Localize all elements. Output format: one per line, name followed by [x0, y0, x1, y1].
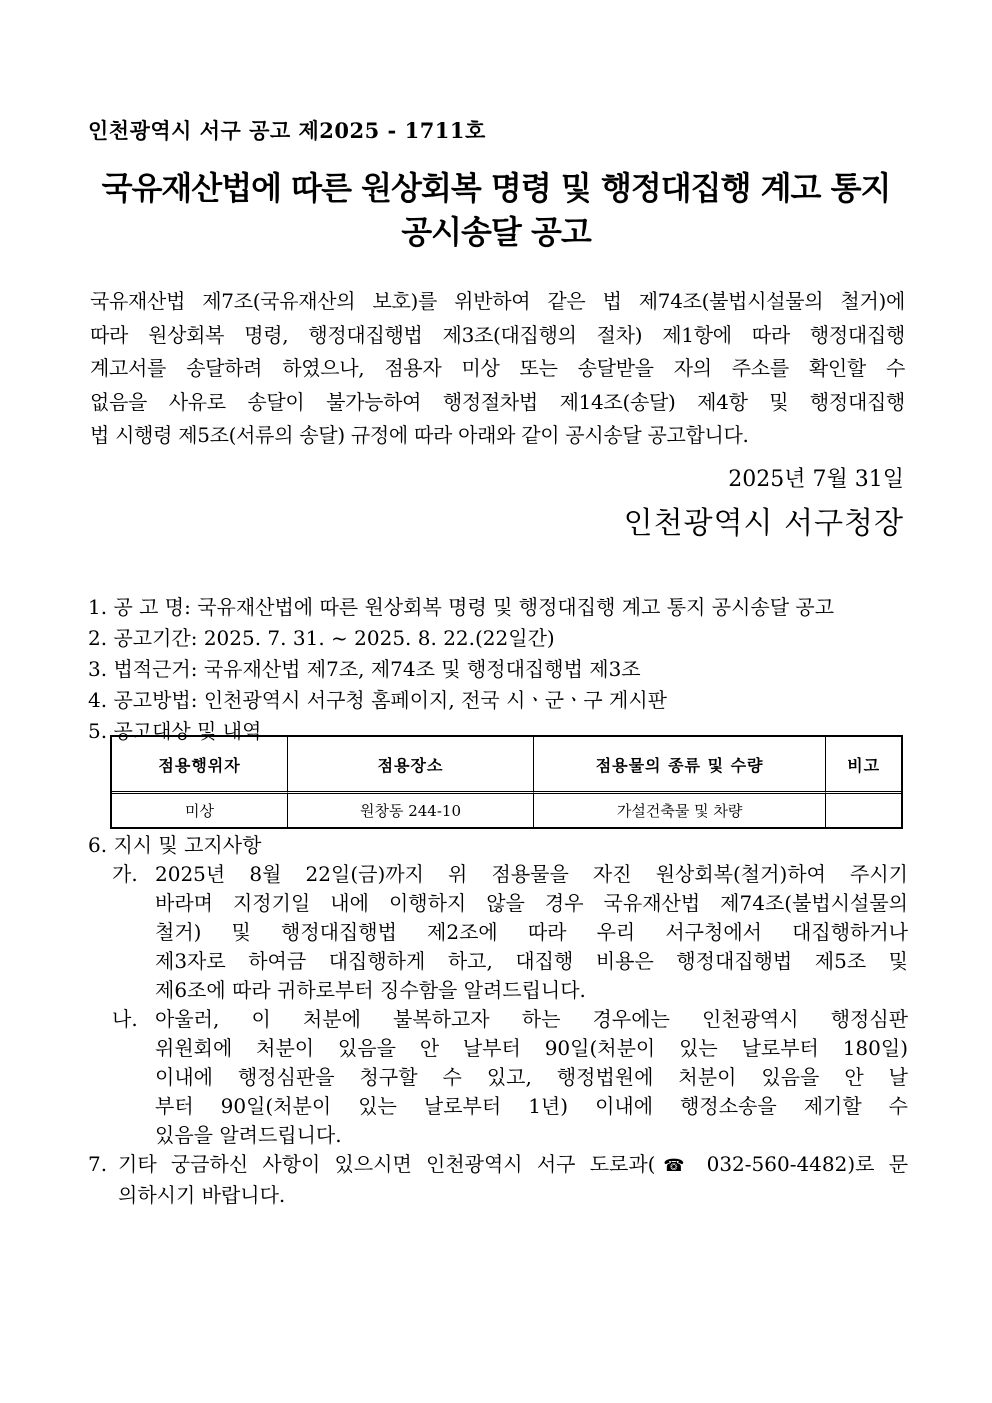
title-line-2: 공시송달 공고: [401, 213, 591, 251]
intro-line: 따라 원상회복 명령, 행정대집행법 제3조(대집행의 절차) 제1항에 따라 행정대집행: [90, 322, 905, 347]
item-notice-period: 2. 공고기간: 2025. 7. 31. ~ 2025. 8. 22.(22일간): [88, 626, 555, 650]
issuer: 인천광역시 서구청장: [623, 506, 904, 541]
table-cell-location: 원창동 244-10: [288, 794, 534, 827]
page-title: [60, 166, 932, 254]
instruction-line: 위원회에 처분이 있음을 안 날부터 90일(처분이 있는 날로부터 180일): [155, 1036, 908, 1060]
instruction-ga: [112, 860, 908, 1005]
intro-line: 국유재산법 제7조(국유재산의 보호)를 위반하여 같은 법 제74조(불법시설물의 철거)에: [90, 289, 905, 313]
contact-mark: 7.: [88, 1152, 108, 1176]
intro-line: 법 시행령 제5조(서류의 송달) 규정에 따라 아래와 같이 공시송달 공고합니다.: [90, 423, 749, 447]
contact-phone-text: 032-560-4482)로 문: [692, 1152, 909, 1176]
table-row: [112, 794, 901, 827]
item-notice-method: 4. 공고방법: 인천광역시 서구청 홈페이지, 전국 시ㆍ군ㆍ구 게시판: [88, 688, 667, 712]
table-header: 점용장소: [288, 737, 534, 794]
instruction-line: 이내에 행정심판을 청구할 수 있고, 행정법원에 처분이 있음을 안 날: [155, 1065, 908, 1089]
instruction-line: 2025년 8월 22일(금)까지 위 점용물을 자진 원상회복(철거)하여 주시기: [155, 862, 908, 886]
intro-line: 없음을 사유로 송달이 불가능하여 행정절차법 제14조(송달) 제4항 및 행정대집행: [90, 389, 905, 414]
instruction-line: 제3자로 하여금 대집행하게 하고, 대집행 비용은 행정대집행법 제5조 및: [155, 949, 908, 973]
table-header: 비고: [826, 737, 901, 794]
instruction-body: [155, 860, 908, 1005]
instruction-line: 아울러, 이 처분에 불복하고자 하는 경우에는 인천광역시 행정심판: [155, 1007, 908, 1031]
instruction-line: 제6조에 따라 귀하로부터 징수함을 알려드립니다.: [155, 978, 586, 1002]
targets-table: [110, 735, 903, 829]
contact-line-2: 의하시기 바랍니다.: [118, 1183, 286, 1207]
table-cell-occupant: 미상: [112, 794, 288, 827]
instruction-line: 바라며 지정기일 내에 이행하지 않을 경우 국유재산법 제74조(불법시설물의: [155, 891, 908, 915]
table-header-row: [112, 737, 901, 794]
instruction-line: 부터 90일(처분이 있는 날로부터 1년) 이내에 행정소송을 제기할 수: [155, 1094, 908, 1118]
title-line-1: 국유재산법에 따른 원상회복 명령 및 행정대집행 계고 통지: [101, 169, 891, 207]
notice-items: [88, 592, 908, 747]
instruction-line: 철거) 및 행정대집행법 제2조에 따라 우리 서구청에서 대집행하거나: [155, 920, 908, 944]
instructions-section: [88, 831, 908, 1210]
notice-date: 2025년 7월 31일: [728, 467, 904, 492]
intro-line: 계고서를 송달하려 하였으나, 점용자 미상 또는 송달받을 자의 주소를 확인할 수: [90, 356, 905, 380]
table-header: 점용행위자: [112, 737, 288, 794]
phone-icon: ☎: [655, 1156, 693, 1176]
item-notice-targets: 5. 공고대상 및 내역: [88, 719, 262, 743]
contact-line-1: [118, 1150, 908, 1181]
instructions-heading: 6. 지시 및 고지사항: [88, 833, 262, 857]
item-notice-name: 1. 공 고 명: 국유재산법에 따른 원상회복 명령 및 행정대집행 계고 통지 공시송달 공고: [88, 595, 835, 619]
instruction-mark: 나.: [112, 1007, 138, 1031]
contact-text-before: 기타 궁금하신 사항이 있으시면 인천광역시 서구 도로과(: [118, 1152, 656, 1176]
table-header: 점용물의 종류 및 수량: [534, 737, 826, 794]
item-legal-basis: 3. 법적근거: 국유재산법 제7조, 제74조 및 행정대집행법 제3조: [88, 657, 641, 681]
instruction-line: 있음을 알려드립니다.: [155, 1123, 342, 1147]
intro-paragraph: [90, 285, 905, 453]
item-contact: [88, 1150, 908, 1210]
table-cell-items: 가설건축물 및 차량: [534, 794, 826, 827]
contact-body: [118, 1150, 908, 1210]
table-cell-remarks: [826, 794, 901, 827]
instruction-mark: 가.: [112, 862, 138, 886]
instruction-na: [112, 1005, 908, 1150]
instruction-body: [155, 1005, 908, 1150]
targets-table-wrap: [110, 735, 903, 829]
notice-number: 인천광역시 서구 공고 제2025 - 1711호: [88, 118, 486, 143]
